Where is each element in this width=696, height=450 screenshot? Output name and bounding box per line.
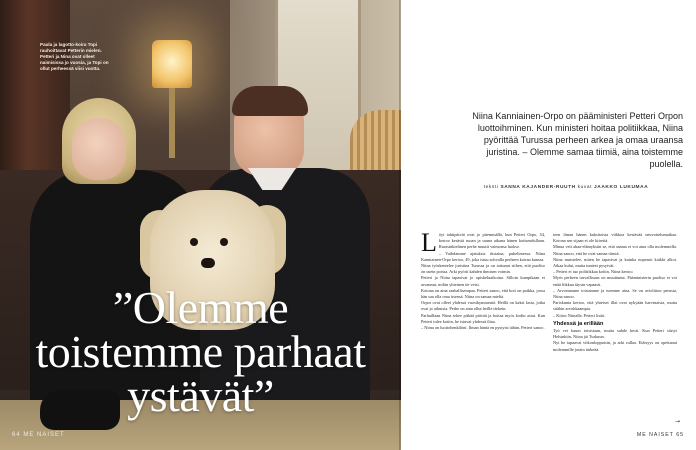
body-paragraph: Minua veti ahaa-elämyksiin se, että samaa ei voi aina olla molemmilla. Niina sanoo, että he ovat samaa tiimiä.: [553, 244, 677, 256]
article-credits: [461, 185, 671, 190]
article-column-1: [421, 228, 545, 331]
photo-dog-nose: [201, 258, 215, 268]
body-paragraph: – Arvostamme toisiamme ja tuemme aina. Se on avioliiton perusta, Niina sanoo.: [553, 287, 677, 300]
body-paragraph: Kotona on aina rauhallisempaa. Petteri sanoo, että koti on paikka, jossa hän saa olla oma itsensä. Niina on samaa mieltä.: [421, 287, 545, 300]
body-paragraph: – Kiitos Niinalle, Petteri lisää.: [553, 312, 606, 318]
body-paragraph: Työ vei kauas toisistaan, mutta suhde kesti. Kun Petteri siirtyi Helsinkiin, Niina jäi Turkuun.: [553, 328, 677, 340]
photo-dog-eye-right: [220, 238, 228, 246]
body-paragraph: Niina työskentelee juristina Turussa ja on tottunut siihen, että puoliso on usein poissa. Arki pyörii kahden ihmisen voimin.: [421, 263, 545, 275]
article-column-2: [553, 232, 677, 353]
credits-photo-label: kuvat: [577, 185, 593, 190]
page-folio-right: ME NAISET 65: [636, 432, 684, 438]
body-paragraph: – Vaihdamme ajatuksia tiistaina, puhelimessa. Niina Kanniainen-Orpo kertoo, 49, joka istuu sohvalla perheen koiran kanssa.: [421, 250, 545, 262]
body-paragraph: Parhaillaan Niina tekee pitkää päivää ja hoitaa myös kodin asiat. Kun Petteri tulee kotiin, he istuvat yhdessä iltaa.: [421, 312, 545, 324]
photo-man-hair: [232, 86, 308, 116]
pull-quote-line: ”Olemme: [112, 282, 289, 333]
photo-caption: Paula ja lagotto-koira Topi rauhoittavat Petterin mielen. Petteri ja Nina ovat olleet naimisissa jo vuosia, ja Topi on ollut perheessä viisi vuotta.: [40, 42, 109, 71]
body-paragraph: Nyt he tapaavat viikonloppuisin, ja arki rullaa. Etäisyys on opettanut molemmille jotain tärkeää.: [553, 340, 677, 352]
body-paragraph: öyt tahtipäivät ovat jo pitemmällä, kun Petteri Orpo, 54, kertoo kesästä ruoan ja sauna aikana hänen kotiseudullaan. Ruotsinkielinen perhe muutti vaimonsa luokse.: [438, 232, 545, 250]
credits-photographer: JAAKKO LUKUMAA: [594, 185, 649, 190]
body-paragraph: Pariskunta kertoo, että yhteiset illat ovat nykyään harvinaisia, mutta sitäkin arvokkaampia.: [553, 300, 677, 312]
pull-quote: [0, 282, 401, 421]
page-folio-left: 64 ME NAISET: [12, 432, 65, 438]
photo-lamp-stem: [169, 88, 175, 158]
body-paragraph: teen ilman hänen kaksitoista viikkoa kestävää neuvottelumatkaa. Kotona sen sijaan ei ole kiirettä.: [553, 232, 677, 244]
body-paragraph: Orpot ovat olleet yhdessä vuosikymmeniä. Heillä on kaksi lasta, jotka ovat jo aikuisia. Perhe on aina ollut heille tärkein.: [421, 300, 545, 312]
article-subhead: Yhdessä ja erillään: [553, 320, 604, 327]
body-paragraph: Petteri ja Niina tapasivat jo opiskeluaikoina. Silloin kumpikaan ei arvannut, mihin yhteinen tie veisi.: [421, 275, 545, 287]
photo-woman-face: [72, 118, 126, 180]
photo-dog-eye-left: [190, 238, 198, 246]
article-page: [401, 0, 696, 450]
continue-arrow-icon: →: [675, 418, 681, 425]
body-paragraph: Niina muistelee, miten he tapasivat ja kuinka nopeasti kaikki alkoi. Aikaa kului, mutta tunteet pysyivät.: [553, 256, 677, 269]
drop-cap: L: [421, 228, 437, 257]
pull-quote-line: ystävät”: [127, 370, 274, 421]
article-deck: Niina Kanniainen-Orpo on pääministeri Petteri Orpon luottoihminen. Kun ministeri hoitaa politiikkaa, Niina pyörittää Turussa perheen arkea ja omaa uraansa juristina. – Olemme samaa tiimiä, aina toistemme puolella.: [472, 111, 683, 169]
credits-writer: SANNA KAJANDER-RUUTH: [500, 185, 576, 190]
pull-quote-line: toistemme parhaat: [35, 326, 366, 377]
body-paragraph: – Petteri ei tuo politiikkaa kotiin, Niina kertoo.: [553, 269, 634, 275]
body-paragraph: Myös perheen turvallisuus on muuttunut. Pääministerin puoliso ei voi enää liikkua täysin vapaasti.: [553, 275, 677, 287]
body-paragraph: – Niina on luottohenkilöni. Ilman häntä en pystyisi tähän, Petteri sanoo.: [421, 325, 545, 331]
credits-text-label: teksti: [483, 185, 499, 190]
photo-lamp: [152, 40, 192, 88]
